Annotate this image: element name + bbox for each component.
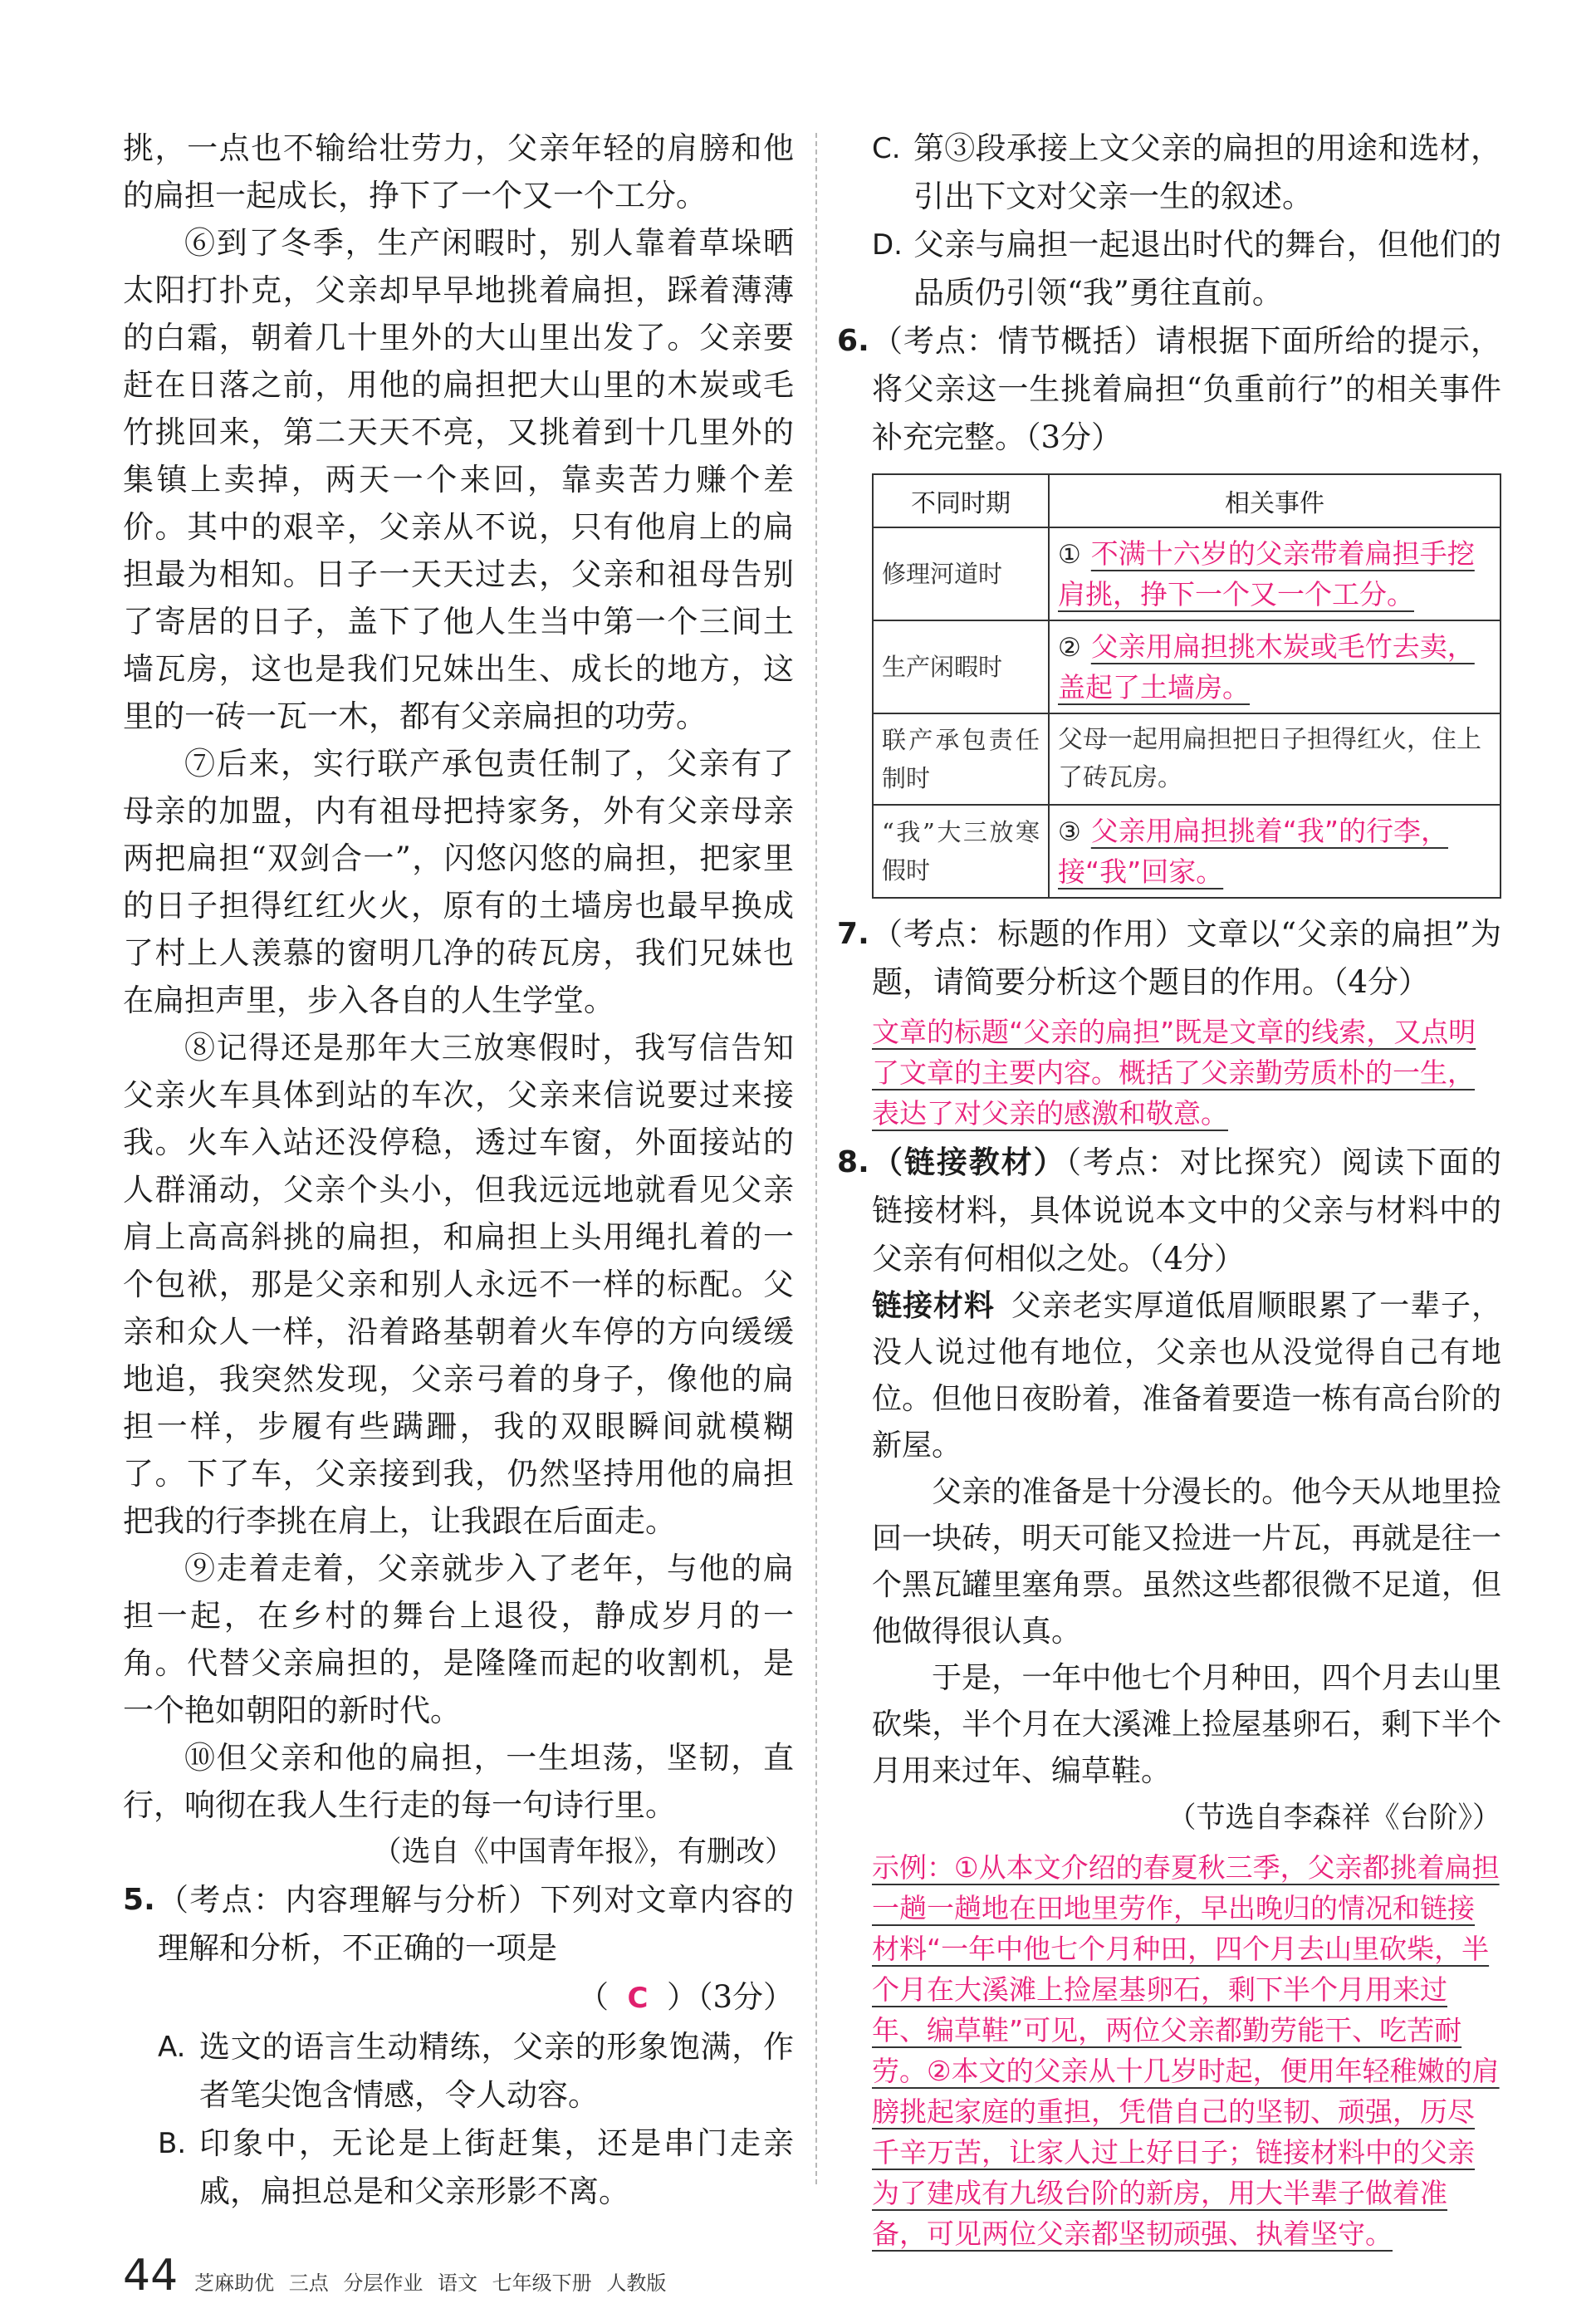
table-cell-event: ① 不满十六岁的父亲带着扁担手挖肩挑，挣下一个又一个工分。 bbox=[1049, 527, 1501, 620]
question-8-number: 8. bbox=[837, 1145, 869, 1179]
table-row bbox=[873, 527, 1501, 620]
table-cell-period: 生产闲暇时 bbox=[873, 620, 1049, 713]
left-column bbox=[123, 125, 794, 2216]
choice-a-letter: A. bbox=[158, 2031, 186, 2064]
question-6-number: 6. bbox=[837, 324, 869, 358]
question-5-answer: C bbox=[627, 1982, 649, 2015]
question-6 bbox=[837, 317, 1501, 462]
paragraph-10: ⑩但父亲和他的扁担，一生坦荡，坚韧，直行，响彻在我人生行走的每一句诗行里。 bbox=[123, 1740, 794, 1823]
table-header-row bbox=[873, 474, 1501, 527]
link-material-p3: 于是，一年中他七个月种田，四个月去山里砍柴，半个月在大溪滩上捡屋基卵石，剩下半个月用来过年、编草鞋。 bbox=[872, 1661, 1501, 1788]
link-material-label: 链接材料 bbox=[872, 1289, 995, 1323]
choice-c-text: 第③段承接上文父亲的扁担的用途和选材，引出下文对父亲一生的叙述。 bbox=[913, 130, 1501, 214]
table-cell-period: 联产承包责任制时 bbox=[873, 713, 1049, 805]
choice-a-text: 选文的语言生动精练，父亲的形象饱满，作者笔尖饱含情感，令人动容。 bbox=[199, 2029, 794, 2113]
paragraph-8: ⑧记得还是那年大三放寒假时，我写信告知父亲火车具体到站的车次，父亲来信说要过来接我。火车入站还没停稳，透过车窗，外面接站的人群涌动，父亲个头小，但我远远地就看见父亲肩上高高斜挑的扁担，和扁担上头用绳扎着的一个包袱，那是父亲和别人永远不一样的标配。父亲和众人一样，沿着路基朝着火车停的方向缓缓地追，我突然发现，父亲弓着的身子，像他的扁担一样，步履有些蹒跚，我的双眼瞬间就模糊了。下了车，父亲接到我，仍然坚持用他的扁担把我的行李挑在肩上，让我跟在后面走。 bbox=[123, 1030, 794, 1539]
table-header-period: 不同时期 bbox=[873, 474, 1049, 527]
table-cell-period: “我”大三放寒假时 bbox=[873, 805, 1049, 898]
question-7-text: （考点：标题的作用）文章以“父亲的扁担”为题，请简要分析这个题目的作用。（4分） bbox=[872, 916, 1501, 1000]
paragraph-7: ⑦后来，实行联产承包责任制了，父亲有了母亲的加盟，内有祖母把持家务，外有父亲母亲两把扁担“双剑合一”，闪悠闪悠的扁担，把家里的日子担得红红火火，原有的土墙房也最早换成了村上人羡慕的窗明几净的砖瓦房，我们兄妹也在扁担声里，步入各自的人生学堂。 bbox=[123, 746, 794, 1018]
link-material-source: （节选自李森祥《台阶》） bbox=[1167, 1801, 1501, 1835]
question-8-answer: 示例：①从本文介绍的春夏秋三季，父亲都挑着扁担一趟一趟地在田地里劳作，早出晚归的情况和链接材料“一年中他七个月种田，四个月去山里砍柴，半个月在大溪滩上捡屋基卵石，剩下半个月用来过年、编草鞋”可见，两位父亲都勤劳能干、吃苦耐劳。②本文的父亲从十几岁时起，便用年轻稚嫩的肩膀挑起家庭的重担，凭借自己的坚韧、顽强，历尽千辛万苦，让家人过上好日子；链接材料中的父亲为了建成有九级台阶的新房，用大半辈子做着准备，可见两位父亲都坚韧顽强、执着坚守。 bbox=[872, 1851, 1500, 2250]
choice-a bbox=[123, 2023, 794, 2120]
table-cell-event: ③ 父亲用扁担挑着“我”的行李，接“我”回家。 bbox=[1049, 805, 1501, 898]
question-8 bbox=[837, 1139, 1501, 1283]
table-header-event: 相关事件 bbox=[1049, 474, 1501, 527]
right-column bbox=[837, 125, 1501, 2254]
table-cell-period: 修理河道时 bbox=[873, 527, 1049, 620]
article-source: （选自《中国青年报》，有删改） bbox=[372, 1835, 794, 1869]
question-7 bbox=[837, 910, 1501, 1007]
events-table bbox=[872, 473, 1501, 899]
question-7-answer: 文章的标题“父亲的扁担”既是文章的线索，又点明了文章的主要内容。概括了父亲勤劳质朴的一生，表达了对父亲的感激和敬意。 bbox=[872, 1016, 1476, 1130]
footer-text: 芝麻助优 三点 分层作业 语文 七年级下册 人教版 bbox=[194, 2272, 667, 2295]
choice-b-letter: B. bbox=[158, 2127, 187, 2160]
question-6-text: （考点：情节概括）请根据下面所给的提示，将父亲这一生挑着扁担“负重前行”的相关事件补充完整。（3分） bbox=[872, 323, 1501, 455]
question-7-number: 7. bbox=[837, 917, 869, 951]
question-7-answer-block bbox=[837, 1012, 1501, 1134]
choice-d bbox=[837, 221, 1501, 317]
choice-b bbox=[123, 2120, 794, 2216]
choice-d-letter: D. bbox=[872, 228, 903, 262]
filled-answer: 不满十六岁的父亲带着扁担手挖肩挑，挣下一个又一个工分。 bbox=[1058, 537, 1475, 610]
table-row bbox=[873, 713, 1501, 805]
question-8-text: （考点：对比探究）阅读下面的链接材料，具体说说本文中的父亲与材料中的父亲有何相似之处。（4分） bbox=[872, 1144, 1502, 1277]
question-5-number: 5. bbox=[123, 1883, 155, 1917]
question-5-answer-line: （ C ）（3分） bbox=[123, 1973, 794, 2023]
link-material-p2: 父亲的准备是十分漫长的。他今天从地里捡回一块砖，明天可能又捡进一片瓦，再就是往一个黑瓦罐里塞角票。虽然这些都很微不足道，但他做得很认真。 bbox=[872, 1475, 1501, 1649]
choice-c-letter: C. bbox=[872, 132, 901, 165]
choice-d-text: 父亲与扁担一起退出时代的舞台，但他们的品质仍引领“我”勇往直前。 bbox=[913, 227, 1501, 311]
column-divider bbox=[815, 133, 817, 2184]
page-number: 44 bbox=[123, 2251, 179, 2301]
paragraph-5-end: 挑，一点也不输给壮劳力，父亲年轻的肩膀和他的扁担一起成长，挣下了一个又一个工分。 bbox=[123, 130, 794, 213]
link-material-p1: 链接材料 父亲老实厚道低眉顺眼累了一辈子，没人说过他有地位，父亲也从没觉得自己有地位。但他日夜盼着，准备着要造一栋有高台阶的新屋。 bbox=[872, 1289, 1501, 1463]
table-row bbox=[873, 620, 1501, 713]
filled-answer: 父亲用扁担挑着“我”的行李，接“我”回家。 bbox=[1058, 815, 1448, 888]
choice-b-text: 印象中，无论是上街赶集，还是串门走亲戚，扁担总是和父亲形影不离。 bbox=[199, 2125, 794, 2209]
filled-answer: 父亲用扁担挑木炭或毛竹去卖，盖起了土墙房。 bbox=[1058, 630, 1475, 703]
choice-c bbox=[837, 125, 1501, 221]
page-footer bbox=[123, 2251, 666, 2301]
link-textbook-tag: （链接教材） bbox=[872, 1144, 1066, 1180]
table-cell-event: ② 父亲用扁担挑木炭或毛竹去卖，盖起了土墙房。 bbox=[1049, 620, 1501, 713]
question-8-answer-block bbox=[837, 1847, 1501, 2254]
question-5 bbox=[123, 1876, 794, 1973]
table-row bbox=[873, 805, 1501, 898]
table-cell-event: 父母一起用扁担把日子担得红火，住上了砖瓦房。 bbox=[1049, 713, 1501, 805]
paragraph-6: ⑥到了冬季，生产闲暇时，别人靠着草垛晒太阳打扑克，父亲却早早地挑着扁担，踩着薄薄的白霜，朝着几十里外的大山里出发了。父亲要赶在日落之前，用他的扁担把大山里的木炭或毛竹挑回来，第二天天不亮，又挑着到十几里外的集镇上卖掉，两天一个来回，靠卖苦力赚个差价。其中的艰辛，父亲从不说，只有他肩上的扁担最为相知。日子一天天过去，父亲和祖母告别了寄居的日子，盖下了他人生当中第一个三间土墙瓦房，这也是我们兄妹出生、成长的地方，这里的一砖一瓦一木，都有父亲扁担的功劳。 bbox=[123, 225, 794, 734]
paragraph-9: ⑨走着走着，父亲就步入了老年，与他的扁担一起，在乡村的舞台上退役，静成岁月的一角。代替父亲扁担的，是隆隆而起的收割机，是一个艳如朝阳的新时代。 bbox=[123, 1551, 794, 1728]
question-5-text: （考点：内容理解与分析）下列对文章内容的理解和分析，不正确的一项是 bbox=[158, 1882, 794, 1966]
